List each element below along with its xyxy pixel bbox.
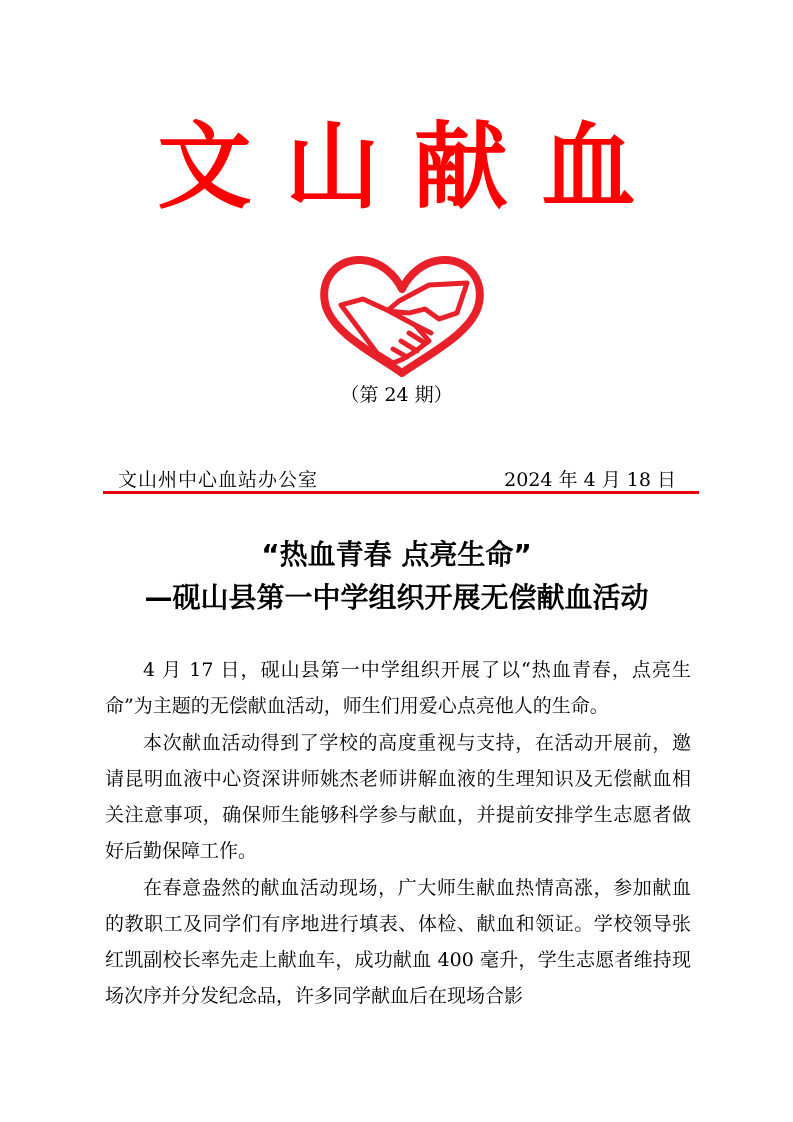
bulletin-header xyxy=(118,466,676,494)
issuing-office: 文山州中心血站办公室 xyxy=(118,469,319,491)
article-paragraph: 在春意盎然的献血活动现场，广大师生献血热情高涨，参加献血的教职工及同学们有序地进行填表、体检、献血和领证。学校领导张红凯副校长率先走上献血车，成功献血 400 毫升，学生志愿者维持现场次序并分发纪念品，许多同学献血后在现场合影 xyxy=(105,877,691,1007)
article-paragraph: 本次献血活动得到了学校的高度重视与支持，在活动开展前，邀请昆明血液中心资深讲师姚杰老师讲解血液的生理知识及无偿献血相关注意事项，确保师生能够科学参与献血，并提前安排学生志愿者做好后勤保障工作。 xyxy=(105,732,691,862)
header-divider xyxy=(103,491,699,494)
masthead-title: 文山献血 xyxy=(157,112,670,222)
article-title: “热血青春 点亮生命” xyxy=(261,538,532,571)
heart-handshake-icon xyxy=(317,255,487,377)
article-body xyxy=(105,652,691,1015)
article-subtitle: —砚山县第一中学组织开展无偿献血活动 xyxy=(144,581,649,614)
article-paragraph: 4 月 17 日，砚山县第一中学组织开展了以“热血青春，点亮生命”为主题的无偿献血活动，师生们用爱心点亮他人的生命。 xyxy=(105,659,691,717)
issue-date: 2024 年 4 月 18 日 xyxy=(504,469,676,491)
issue-number: （第 24 期） xyxy=(340,384,453,406)
